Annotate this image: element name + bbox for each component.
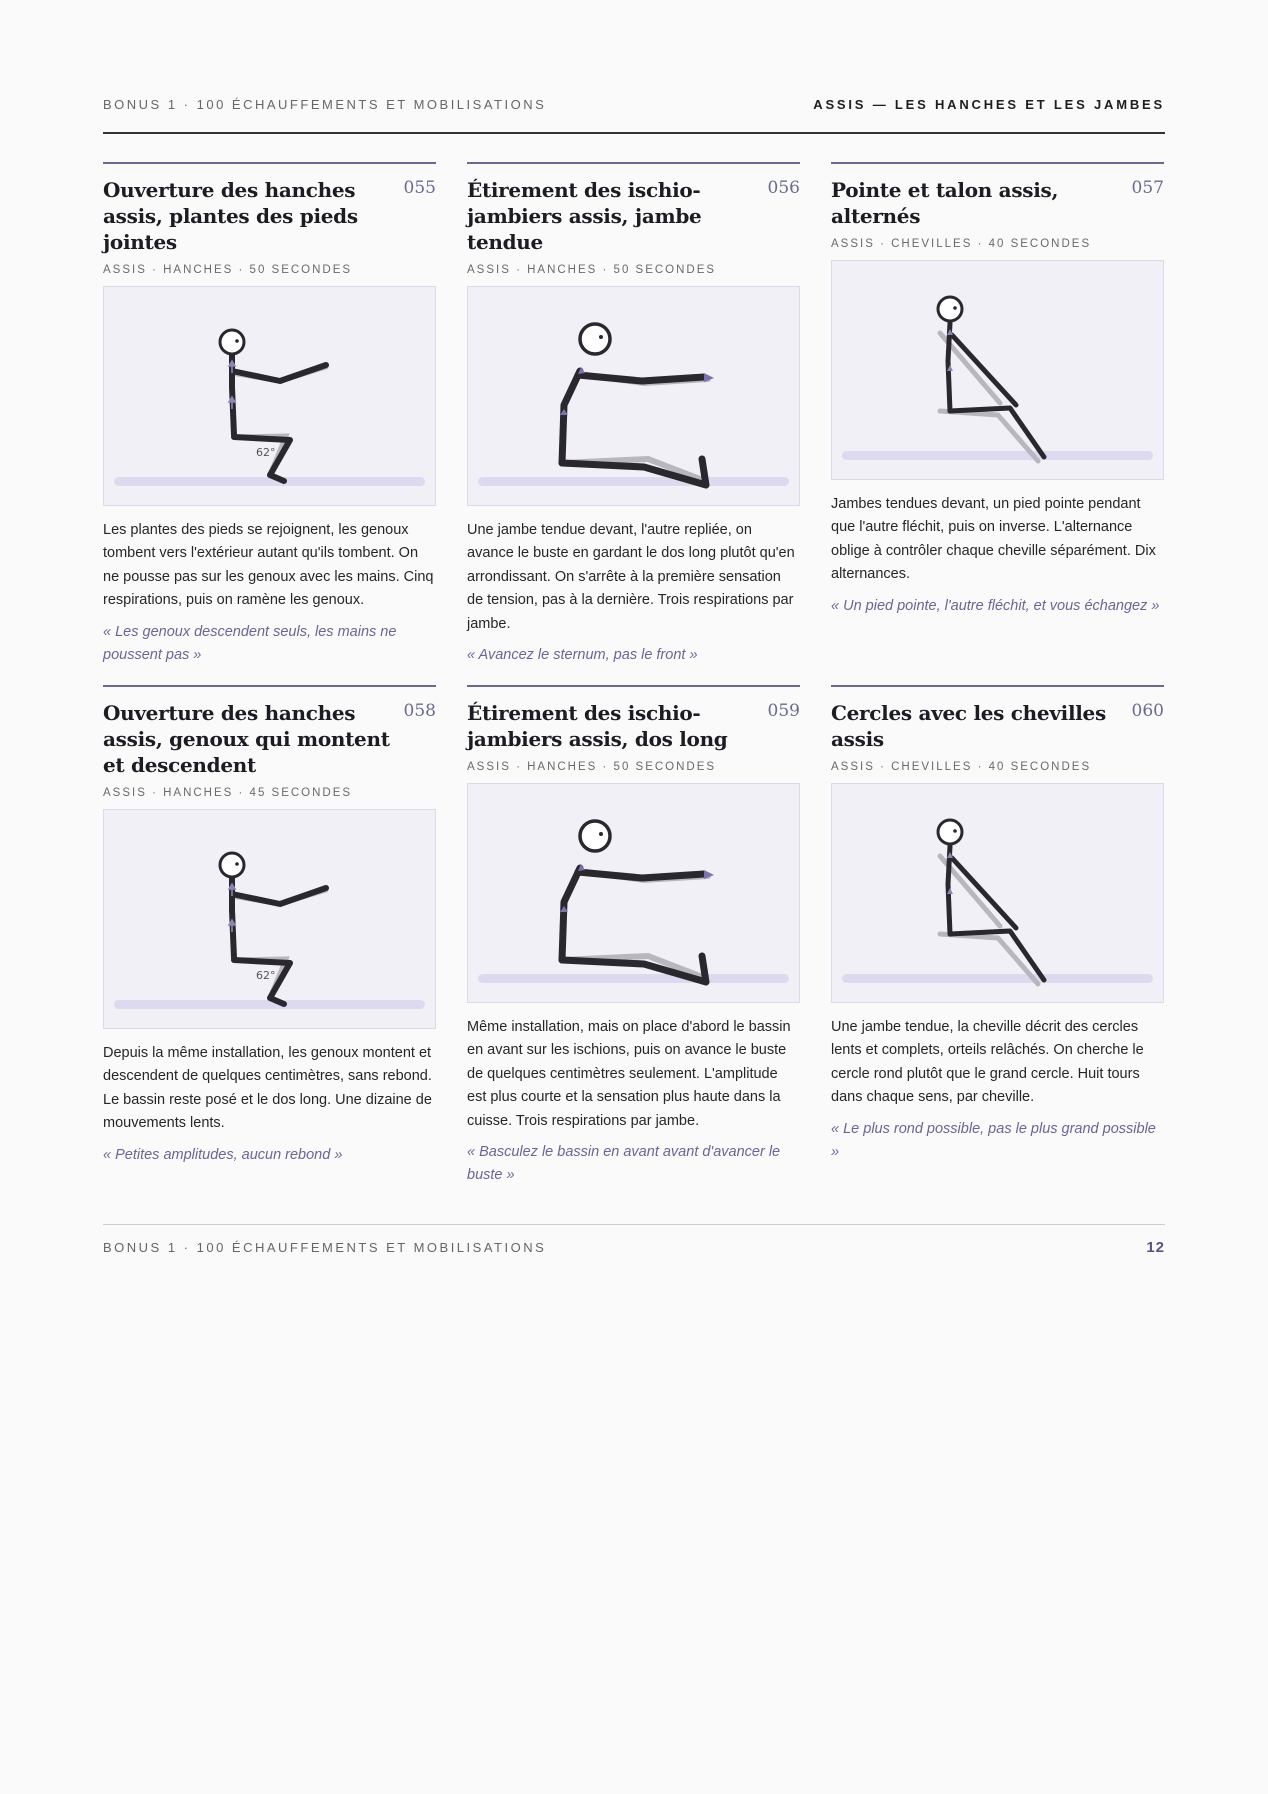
head xyxy=(220,330,244,354)
exercise-number: 059 xyxy=(767,701,800,721)
exercise-card-060 xyxy=(831,685,1164,1164)
exercise-card-059 xyxy=(467,685,800,1188)
exercise-illustration xyxy=(467,286,800,506)
head xyxy=(580,821,610,851)
stick-figure xyxy=(562,868,706,982)
exercise-cue: « Le plus rond possible, pas le plus grand possible » xyxy=(831,1120,1156,1161)
page-number: 12 xyxy=(1146,1239,1165,1256)
figure-knees xyxy=(104,287,435,505)
head xyxy=(220,853,244,877)
exercise-cue: « Petites amplitudes, aucun rebond » xyxy=(103,1146,343,1163)
floor-mat xyxy=(842,974,1153,983)
exercise-description: Les plantes des pieds se rejoignent, les genoux tombent vers l'extérieur autant qu'ils tombent. On ne pousse pas sur les genoux avec les mains. Cinq respirations, puis on ramène les genoux. xyxy=(103,522,434,609)
exercise-meta: ASSIS · HANCHES · 45 SECONDES xyxy=(103,787,353,799)
card-rule xyxy=(467,685,800,687)
exercise-meta: ASSIS · CHEVILLES · 40 SECONDES xyxy=(831,761,1092,773)
exercise-description: Une jambe tendue devant, l'autre repliée, on avance le buste en gardant le dos long plutôt qu'en arrondissant. On s'arrête à la première sensation de tension, pas à la dernière. Trois respirations par jambe. xyxy=(467,522,795,632)
head xyxy=(938,820,962,844)
exercise-cue: « Un pied pointe, l'autre fléchit, et vous échangez » xyxy=(831,597,1160,614)
figure-seated-leg xyxy=(832,784,1163,1002)
stick-figure xyxy=(948,323,1044,457)
head xyxy=(938,297,962,321)
exercise-description: Une jambe tendue, la cheville décrit des cercles lents et complets, orteils relâchés. On cherche le cercle rond plutôt que le grand cercle. Huit tours dans chaque sens, par cheville. xyxy=(831,1019,1144,1106)
figure-reach xyxy=(468,287,799,505)
stick-figure xyxy=(232,876,326,1004)
floor-mat xyxy=(478,477,789,486)
exercise-description: Jambes tendues devant, un pied pointe pendant que l'autre fléchit, puis on inverse. L'alternance oblige à contrôler chaque cheville séparément. Dix alternances. xyxy=(831,496,1156,583)
stick-figure xyxy=(948,846,1044,980)
figure-seated-leg xyxy=(832,261,1163,479)
floor-mat xyxy=(478,974,789,983)
exercise-number: 060 xyxy=(1131,701,1164,721)
header-book-title: BONUS 1 · 100 ÉCHAUFFEMENTS ET MOBILISATIONS xyxy=(103,97,547,112)
exercise-number: 058 xyxy=(403,701,436,721)
card-rule xyxy=(831,162,1164,164)
exercise-title: Étirement des ischio-jambiers assis, dos long xyxy=(467,701,728,751)
exercise-meta: ASSIS · HANCHES · 50 SECONDES xyxy=(467,761,717,773)
exercise-meta: ASSIS · CHEVILLES · 40 SECONDES xyxy=(831,238,1092,250)
exercise-illustration xyxy=(103,809,436,1029)
exercise-illustration xyxy=(831,783,1164,1003)
card-rule xyxy=(467,162,800,164)
exercise-meta: ASSIS · HANCHES · 50 SECONDES xyxy=(103,264,353,276)
exercise-meta: ASSIS · HANCHES · 50 SECONDES xyxy=(467,264,717,276)
running-footer xyxy=(103,1224,1165,1257)
exercise-title: Cercles avec les chevilles assis xyxy=(831,701,1106,751)
exercise-illustration xyxy=(467,783,800,1003)
header-section-title: ASSIS — LES HANCHES ET LES JAMBES xyxy=(813,97,1165,112)
figure-knees xyxy=(104,810,435,1028)
card-rule xyxy=(831,685,1164,687)
exercise-title: Étirement des ischio-jambiers assis, jambe tendue xyxy=(467,178,702,254)
exercise-illustration xyxy=(831,260,1164,480)
exercise-number: 056 xyxy=(767,178,800,198)
angle-label: 62° xyxy=(256,969,276,982)
exercise-cue: « Les genoux descendent seuls, les mains ne poussent pas » xyxy=(103,623,397,664)
exercise-number: 055 xyxy=(403,178,436,198)
exercise-number: 057 xyxy=(1131,178,1164,198)
exercise-cue: « Avancez le sternum, pas le front » xyxy=(467,647,698,664)
head xyxy=(580,324,610,354)
exercise-card-057 xyxy=(831,162,1164,618)
exercise-card-055 xyxy=(103,162,436,667)
figure-reach xyxy=(468,784,799,1002)
card-rule xyxy=(103,162,436,164)
exercise-title: Pointe et talon assis, alternés xyxy=(831,178,1059,228)
stick-figure xyxy=(562,371,706,485)
footer-book-title: BONUS 1 · 100 ÉCHAUFFEMENTS ET MOBILISATIONS xyxy=(103,1240,547,1255)
exercise-title: Ouverture des hanches assis, genoux qui montent et descendent xyxy=(103,701,390,777)
exercise-illustration xyxy=(103,286,436,506)
exercise-card-056 xyxy=(467,162,800,667)
exercise-card-058 xyxy=(103,685,436,1167)
card-rule xyxy=(103,685,436,687)
exercise-cue: « Basculez le bassin en avant avant d'avancer le buste » xyxy=(467,1144,781,1184)
running-header xyxy=(103,96,1165,134)
exercise-description: Même installation, mais on place d'abord le bassin en avant sur les ischions, puis on avance le buste de quelques centimètres seulement. L'amplitude est plus courte et la sensation plus haute dans la cuisse. Trois respirations par jambe. xyxy=(467,1019,791,1129)
floor-mat xyxy=(114,477,425,486)
stick-figure xyxy=(232,353,326,481)
exercise-title: Ouverture des hanches assis, plantes des pieds jointes xyxy=(103,178,358,254)
floor-mat xyxy=(842,451,1153,460)
exercise-description: Depuis la même installation, les genoux montent et descendent de quelques centimètres, sans rebond. Le bassin reste posé et le dos long. Une dizaine de mouvements lents. xyxy=(103,1045,432,1132)
angle-label: 62° xyxy=(256,446,276,459)
floor-mat xyxy=(114,1000,425,1009)
